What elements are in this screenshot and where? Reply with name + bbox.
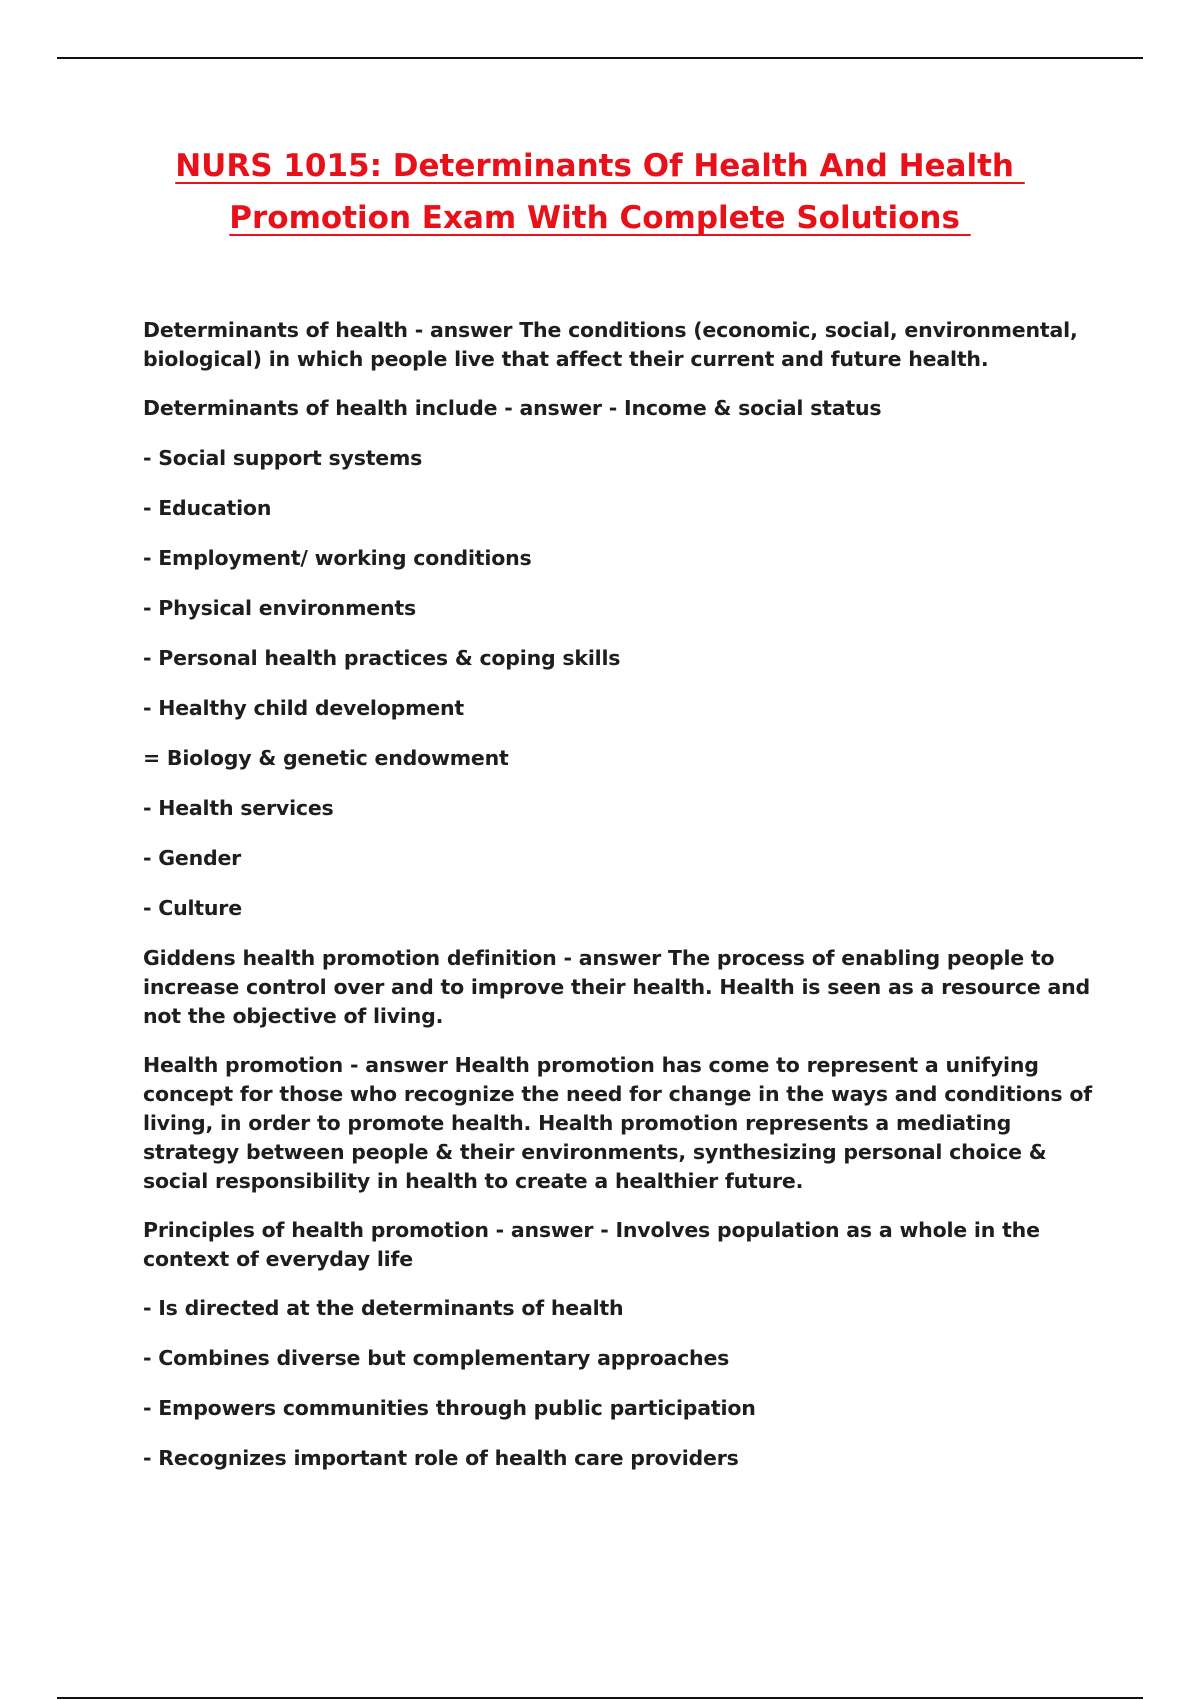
paragraph-giddens-definition: Giddens health promotion definition - answer The process of enabling people to increase control over and to improve their health. Health is seen as a resource and not the objective of living. (143, 946, 1091, 1028)
bottom-rule (57, 1697, 1143, 1699)
list-item: = Biology & genetic endowment (143, 746, 509, 770)
list-item: - Education (143, 496, 272, 520)
list-item: - Recognizes important role of health care providers (143, 1446, 739, 1470)
list-item: - Empowers communities through public participation (143, 1396, 756, 1420)
title-line-2: Promotion Exam With Complete Solutions (229, 200, 971, 236)
list-item: - Combines diverse but complementary approaches (143, 1346, 730, 1370)
list-item: - Employment/ working conditions (143, 546, 532, 570)
document-title (120, 140, 1080, 244)
paragraph-principles: Principles of health promotion - answer - Involves population as a whole in the context of everyday life (143, 1218, 1040, 1271)
title-line-1: NURS 1015: Determinants Of Health And Health (175, 148, 1025, 184)
list-item: - Healthy child development (143, 696, 464, 720)
paragraph-health-promotion: Health promotion - answer Health promotion has come to represent a unifying concept for those who recognize the need for change in the ways and conditions of living, in order to promote health. Health promotion represents a mediating strategy between people & their environments, synthesizing personal choice & social responsibility in health to create a healthier future. (143, 1053, 1092, 1193)
top-rule (57, 57, 1143, 59)
list-item: - Culture (143, 896, 242, 920)
paragraph-determinants-definition: Determinants of health - answer The conditions (economic, social, environmental, biological) in which people live that affect their current and future health. (143, 318, 1078, 371)
list-item: - Is directed at the determinants of health (143, 1296, 624, 1320)
paragraph-determinants-include: Determinants of health include - answer - Income & social status (143, 396, 882, 420)
list-item: - Physical environments (143, 596, 416, 620)
list-item: - Health services (143, 796, 334, 820)
document-body (143, 316, 1093, 1494)
list-item: - Personal health practices & coping skills (143, 646, 621, 670)
list-item: - Gender (143, 846, 242, 870)
list-item: - Social support systems (143, 446, 423, 470)
